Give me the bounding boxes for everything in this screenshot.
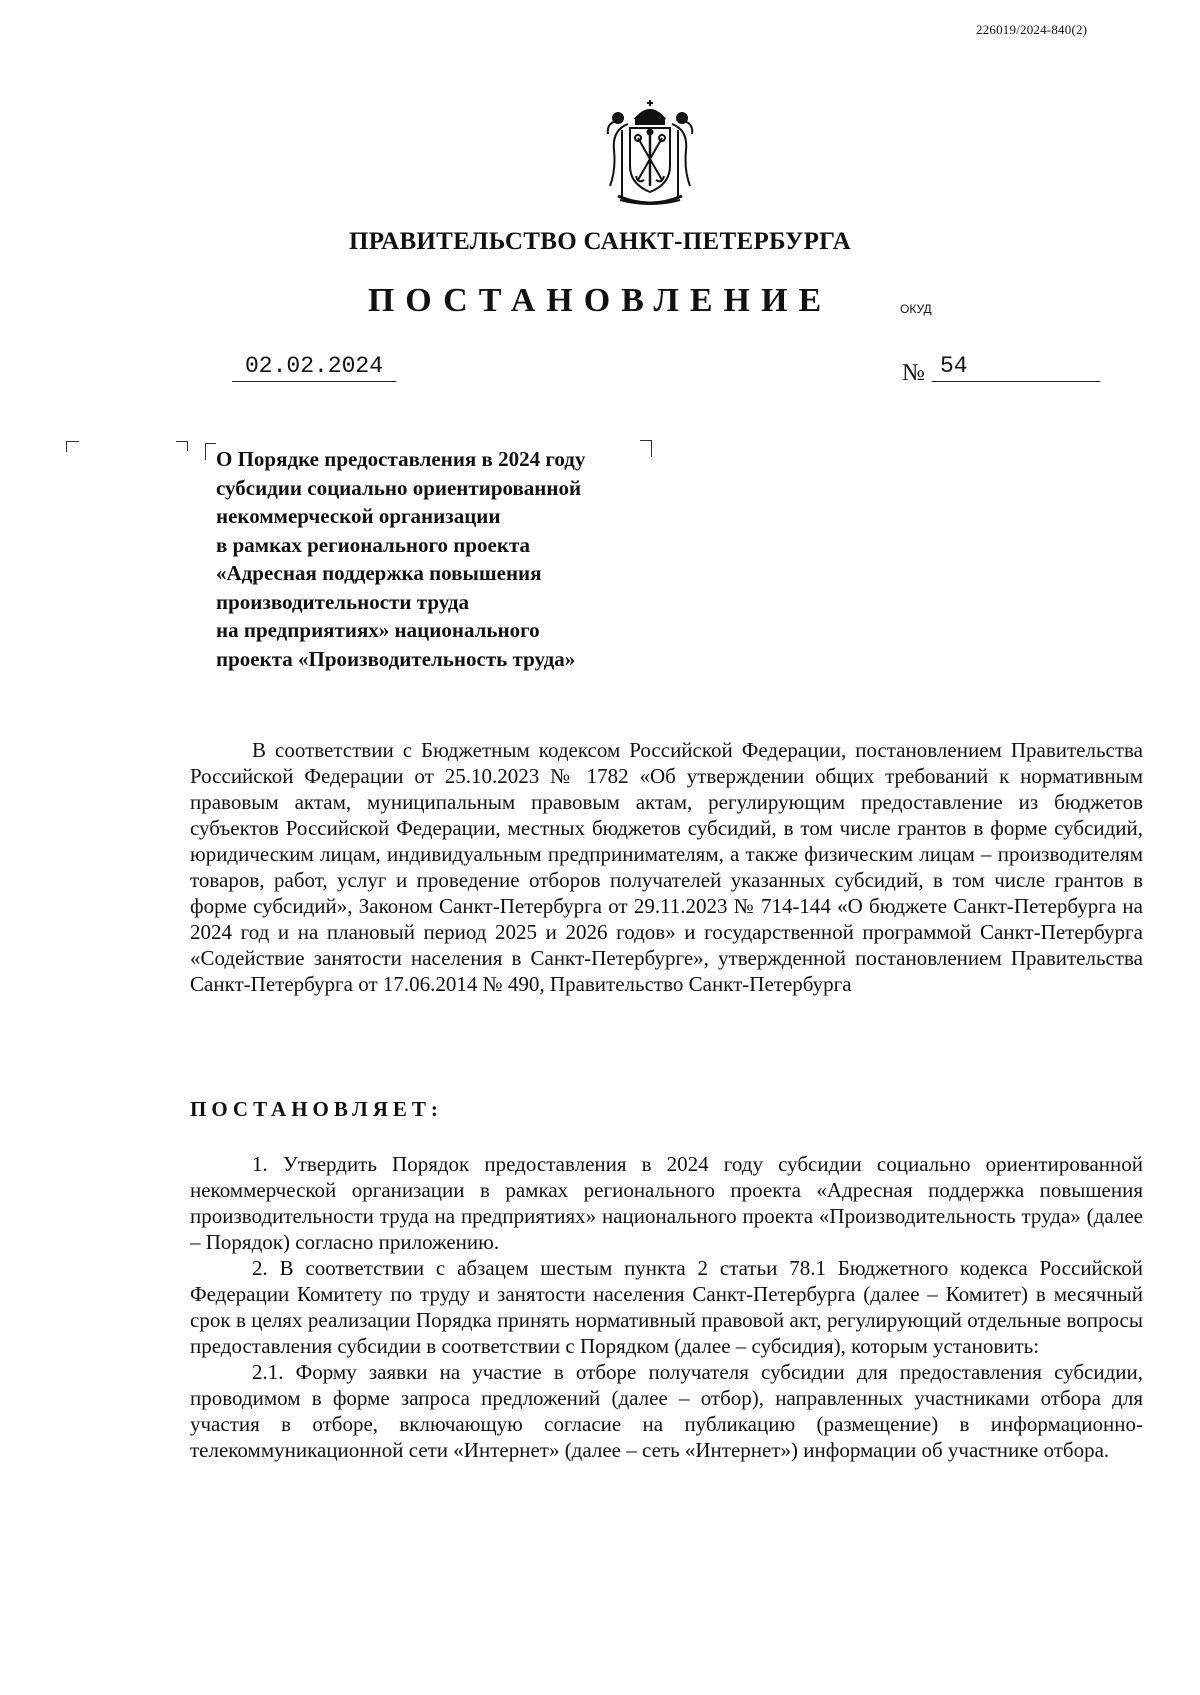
document-date: 02.02.2024: [232, 353, 396, 382]
organization-title: ПРАВИТЕЛЬСТВО САНКТ-ПЕТЕРБУРГА: [348, 228, 852, 255]
point-1-paragraph: 1. Утвердить Порядок предоставления в 2024 году субсидии социально ориентированной некоммерческой организации в рамках регионального проекта «Адресная поддержка повышения производительности труда на предприятиях» национального проекта «Производительность труда» (далее – Порядок) согласно приложению.: [190, 1152, 1143, 1254]
subject-line: проекта «Производительность труда»: [216, 646, 576, 671]
subject-bracket-mark: [176, 441, 188, 451]
subject-line: «Адресная поддержка повышения: [216, 561, 542, 585]
document-subject: [216, 445, 585, 673]
resolves-heading: ПОСТАНОВЛЯЕТ:: [190, 1097, 443, 1121]
subject-line: на предприятиях» национального: [216, 618, 540, 642]
resolution-points: [190, 1151, 1143, 1463]
document-type-heading: ПОСТАНОВЛЕНИЕ: [367, 282, 833, 319]
preamble-paragraph: В соответствии с Бюджетным кодексом Российской Федерации, постановлением Правительства Российской Федерации от 25.10.2023 № 1782 «Об утверждении общих требований к нормативным правовым актам, муниципальным правовым актам, регулирующим предоставление из бюджетов субъектов Российской Федерации, местных бюджетов субсидий, в том числе грантов в форме субсидий, юридическим лицам, индивидуальным предпринимателям, а также физическим лицам – производителям товаров, работ, услуг и проведение отборов получателей указанных субсидий, в том числе грантов в форме субсидий», Законом Санкт-Петербурга от 29.11.2023 № 714-144 «О бюджете Санкт-Петербурга на 2024 год и на плановый период 2025 и 2026 годов» и государственной программой Санкт-Петербурга «Содействие занятости населения в Санкт-Петербурге», утвержденной постановлением Правительства Санкт-Петербурга от 17.06.2014 № 490, Правительство Санкт-Петербурга: [190, 738, 1143, 996]
saint-petersburg-coat-of-arms-icon: [600, 100, 700, 210]
subject-line: субсидии социально ориентированной: [216, 475, 582, 500]
subject-line: некоммерческой организации: [216, 504, 501, 528]
subject-bracket-left: [205, 443, 216, 460]
subject-line: О Порядке предоставления в 2024 году: [216, 447, 586, 471]
number-label: №: [902, 360, 925, 386]
subject-bracket-right: [640, 440, 652, 457]
point-2-1-paragraph: 2.1. Форму заявки на участие в отборе получателя субсидии для предоставления субсидии, проводимом в форме запроса предложений (далее – отбор), направленных участниками отбора для участия в отборе, включающую согласие на публикацию (размещение) в информационно-телекоммуникационной сети «Интернет» (далее – сеть «Интернет») информации об участнике отбора.: [190, 1360, 1143, 1462]
subject-line: в рамках регионального проекта: [216, 532, 531, 557]
subject-line: производительности труда: [216, 589, 470, 614]
point-2-paragraph: 2. В соответствии с абзацем шестым пункта 2 статьи 78.1 Бюджетного кодекса Российской Федерации Комитету по труду и занятости населения Санкт-Петербурга (далее – Комитет) в месячный срок в целях реализации Порядка принять нормативный правовой акт, регулирующий отдельные вопросы предоставления субсидии в соответствии с Порядком (далее – субсидия), которым установить:: [190, 1256, 1143, 1358]
preamble-section: [190, 737, 1143, 997]
document-number: 54: [932, 353, 1100, 382]
margin-bracket-mark: [66, 441, 79, 452]
document-registration-number: 226019/2024-840(2): [976, 22, 1088, 37]
okud-label: ОКУД: [900, 302, 932, 316]
